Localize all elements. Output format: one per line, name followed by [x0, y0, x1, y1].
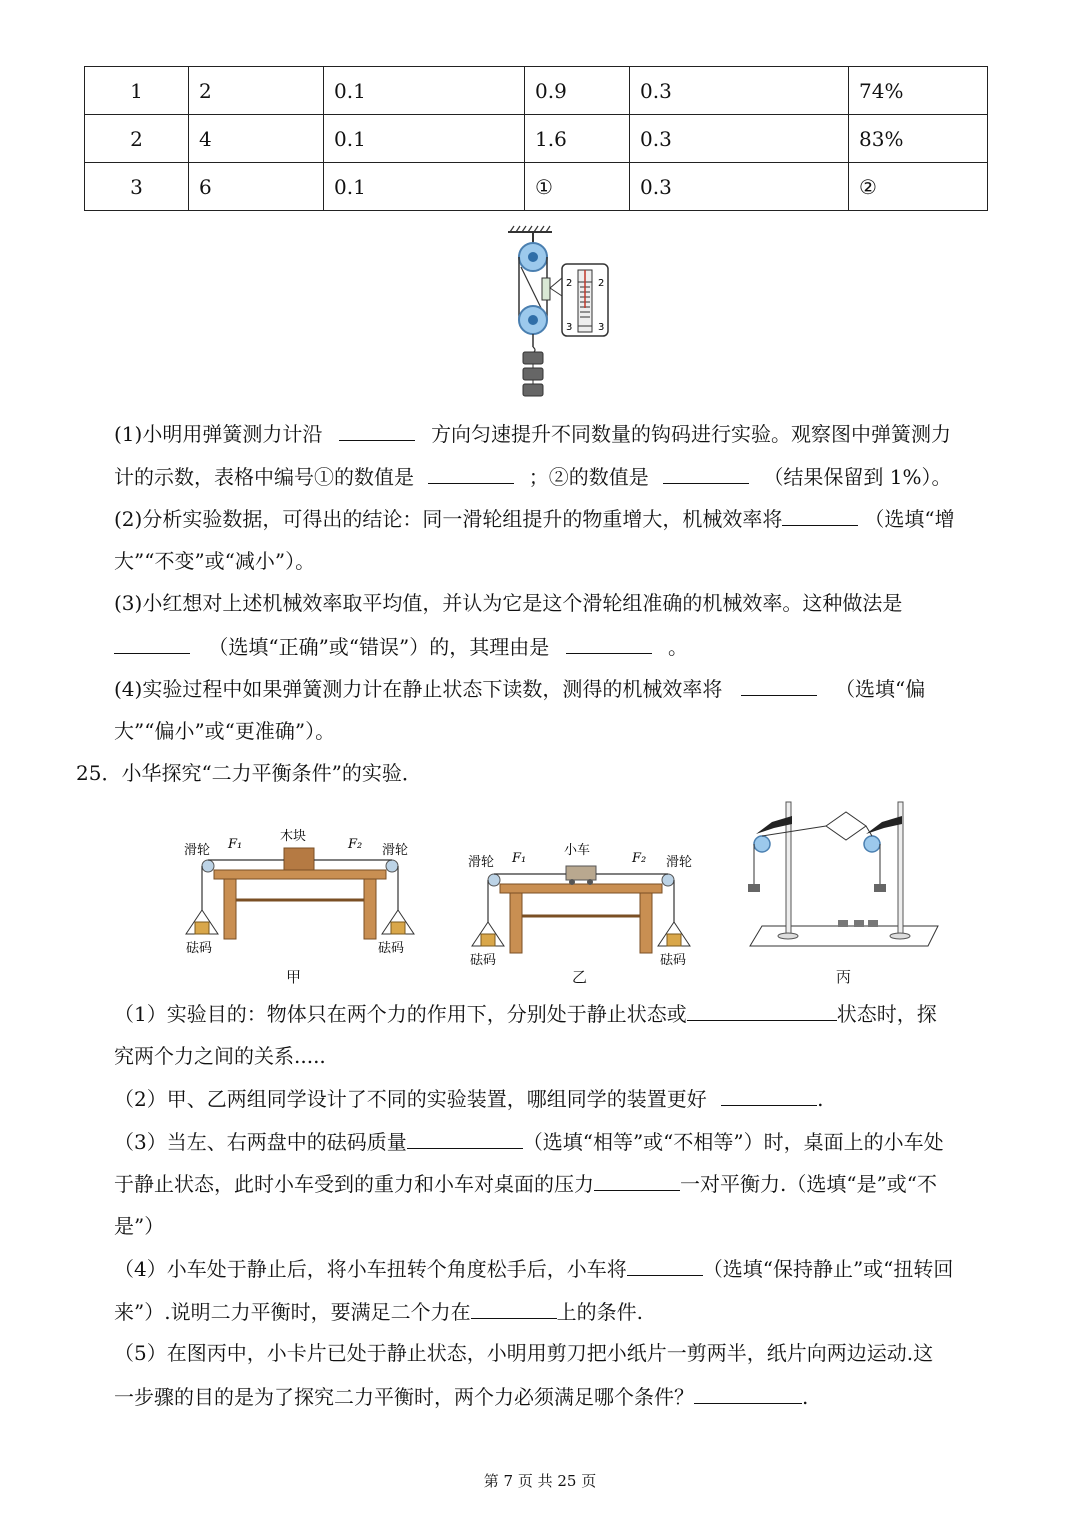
q25-text: （3）当左、右两盘中的砝码质量: [114, 1130, 407, 1154]
answer-blank[interactable]: [566, 631, 652, 654]
q24-text: （选填“偏: [835, 677, 926, 701]
table-cell: ②: [849, 163, 988, 211]
answer-blank[interactable]: [694, 1381, 802, 1404]
answer-blank[interactable]: [663, 461, 749, 484]
q24-part3-line2: [114, 631, 688, 662]
q25-text: （5）在图丙中，小卡片已处于静止状态，小明用剪刀把小纸片一剪两半，纸片向两边运动.这: [114, 1341, 934, 1365]
weight-label-left: 砝码: [186, 941, 213, 956]
q25-text: （选填“相等”或“不相等”）时，桌面上的小车处: [522, 1130, 944, 1154]
answer-blank[interactable]: [339, 418, 415, 441]
table-cell: 0.3: [630, 163, 849, 211]
q24-text: ；②的数值是: [528, 465, 649, 489]
q25-text: （4）小车处于静止后，将小车扭转个角度松手后，小车将: [114, 1257, 627, 1281]
q25-part5-line2: [114, 1381, 808, 1412]
figure-caption-bing: 丙: [836, 968, 852, 986]
q25-text: 状态时，探: [836, 1002, 937, 1026]
q24-part4-line1: [114, 673, 925, 704]
figure-jia-block-table: [180, 822, 420, 962]
answer-blank[interactable]: [407, 1126, 523, 1149]
answer-blank[interactable]: [428, 461, 514, 484]
table-cell: 6: [189, 163, 324, 211]
answer-blank[interactable]: [471, 1296, 557, 1319]
q25-part1-line1: [114, 998, 937, 1029]
q25-part5-line1: [114, 1338, 933, 1368]
q25-part3-line1: [114, 1126, 944, 1157]
q24-text: 大”“偏小”或“更准确”）。: [114, 719, 336, 743]
q24-part1-line2: [114, 461, 952, 492]
table-row: [85, 67, 988, 115]
weight-label-right: 砝码: [660, 953, 687, 968]
table-cell: 0.9: [525, 67, 630, 115]
answer-blank[interactable]: [687, 998, 837, 1021]
scale-label: 2: [566, 278, 573, 289]
q25-text: 来”）.说明二力平衡时，要满足二个力在: [114, 1300, 471, 1324]
q24-text: （选填“增: [864, 507, 955, 531]
table-cell: 2: [85, 115, 189, 163]
weight-label-right: 砝码: [378, 941, 405, 956]
q25-part4-line1: [114, 1253, 953, 1284]
figure-yi-cart-table: [466, 836, 702, 972]
table-cell: 2: [189, 67, 324, 115]
pulley-label-left: 滑轮: [184, 843, 211, 858]
table-cell: 3: [85, 163, 189, 211]
answer-blank[interactable]: [594, 1168, 680, 1191]
q24-text: 方向匀速提升不同数量的钩码进行实验。观察图中弹簧测力: [431, 422, 952, 446]
table-cell: 0.1: [324, 163, 525, 211]
q25-text: .: [817, 1087, 824, 1111]
pulley-label-right: 滑轮: [666, 855, 693, 870]
q24-text: (3)小红想对上述机械效率取平均值，并认为它是这个滑轮组准确的机械效率。这种做法是: [114, 591, 903, 615]
answer-blank[interactable]: [741, 673, 817, 696]
force-f1-label: F₁: [228, 837, 243, 852]
weight-label-left: 砝码: [470, 953, 497, 968]
q25-part3-line2: [114, 1168, 937, 1199]
block-label: 木块: [280, 829, 307, 844]
figure-caption-jia: 甲: [286, 968, 302, 986]
q25-text: （1）实验目的：物体只在两个力的作用下，分别处于静止状态或: [114, 1002, 687, 1026]
q25-text: .: [802, 1385, 809, 1409]
answer-blank[interactable]: [627, 1253, 703, 1276]
answer-blank[interactable]: [114, 631, 190, 654]
q24-text: (2)分析实验数据，可得出的结论：同一滑轮组提升的物重增大，机械效率将: [114, 507, 783, 531]
answer-blank[interactable]: [782, 503, 858, 526]
force-f2-label: F₂: [348, 837, 363, 852]
scale-label: 3: [566, 322, 573, 333]
table-cell: ①: [525, 163, 630, 211]
force-f2-label: F₂: [632, 851, 647, 866]
q25-part4-line2: [114, 1296, 643, 1327]
table-cell: 1.6: [525, 115, 630, 163]
q25-text: 是”）: [114, 1214, 165, 1238]
q24-part2-line1: [114, 503, 955, 534]
q24-part1-line1: [114, 418, 951, 449]
q25-text: 上的条件.: [556, 1300, 643, 1324]
table-cell: 1: [85, 67, 189, 115]
q24-text: （结果保留到 1%）。: [763, 465, 952, 489]
q24-text: （选填“正确”或“错误”）的，其理由是: [208, 635, 550, 659]
pulley-label-right: 滑轮: [382, 843, 409, 858]
answer-blank[interactable]: [721, 1083, 817, 1106]
figure-bing-card-stand: [742, 796, 942, 956]
table-cell: 74%: [849, 67, 988, 115]
table-cell: 0.3: [630, 115, 849, 163]
pulley-system-figure: [500, 222, 620, 402]
table-cell: 4: [189, 115, 324, 163]
q25-part2-line1: [114, 1083, 823, 1114]
scale-label: 3: [598, 322, 605, 333]
q24-part4-line2: [114, 716, 335, 746]
cart-label: 小车: [564, 843, 591, 858]
q24-part3-line1: [114, 588, 902, 618]
q24-text: (1)小明用弹簧测力计沿: [114, 422, 323, 446]
table-cell: 0.3: [630, 67, 849, 115]
q25-text: （选填“保持静止”或“扭转回: [702, 1257, 954, 1281]
page-footer: 第 7 页 共 25 页: [483, 1472, 597, 1490]
force-f1-label: F₁: [512, 851, 527, 866]
table-row: [85, 163, 988, 211]
table-cell: 0.1: [324, 115, 525, 163]
q25-text: 一对平衡力.（选填“是”或“不: [680, 1172, 938, 1196]
figure-caption-yi: 乙: [572, 968, 588, 986]
q24-part2-line2: [114, 546, 315, 576]
table-row: [85, 115, 988, 163]
q25-part1-line2: [114, 1041, 326, 1071]
q25-text: （2）甲、乙两组同学设计了不同的实验装置，哪组同学的装置更好: [114, 1087, 707, 1111]
scale-label: 2: [598, 278, 605, 289]
experiment-data-table: [84, 66, 988, 211]
q25-text: 于静止状态，此时小车受到的重力和小车对桌面的压力: [114, 1172, 594, 1196]
q25-title: 25．小华探究“二力平衡条件”的实验．: [76, 761, 422, 785]
q24-text: (4)实验过程中如果弹簧测力计在静止状态下读数，测得的机械效率将: [114, 677, 723, 701]
q25-text: 一步骤的目的是为了探究二力平衡时，两个力必须满足哪个条件？: [114, 1385, 694, 1409]
pulley-label-left: 滑轮: [468, 855, 495, 870]
q24-text: 大”“不变”或“减小”）。: [114, 549, 316, 573]
q25-part3-line3: [114, 1211, 164, 1241]
table-cell: 0.1: [324, 67, 525, 115]
q25-text: 究两个力之间的关系.....: [114, 1044, 326, 1068]
q24-text: 。: [667, 635, 688, 659]
table-cell: 83%: [849, 115, 988, 163]
q24-text: 计的示数，表格中编号①的数值是: [114, 465, 414, 489]
